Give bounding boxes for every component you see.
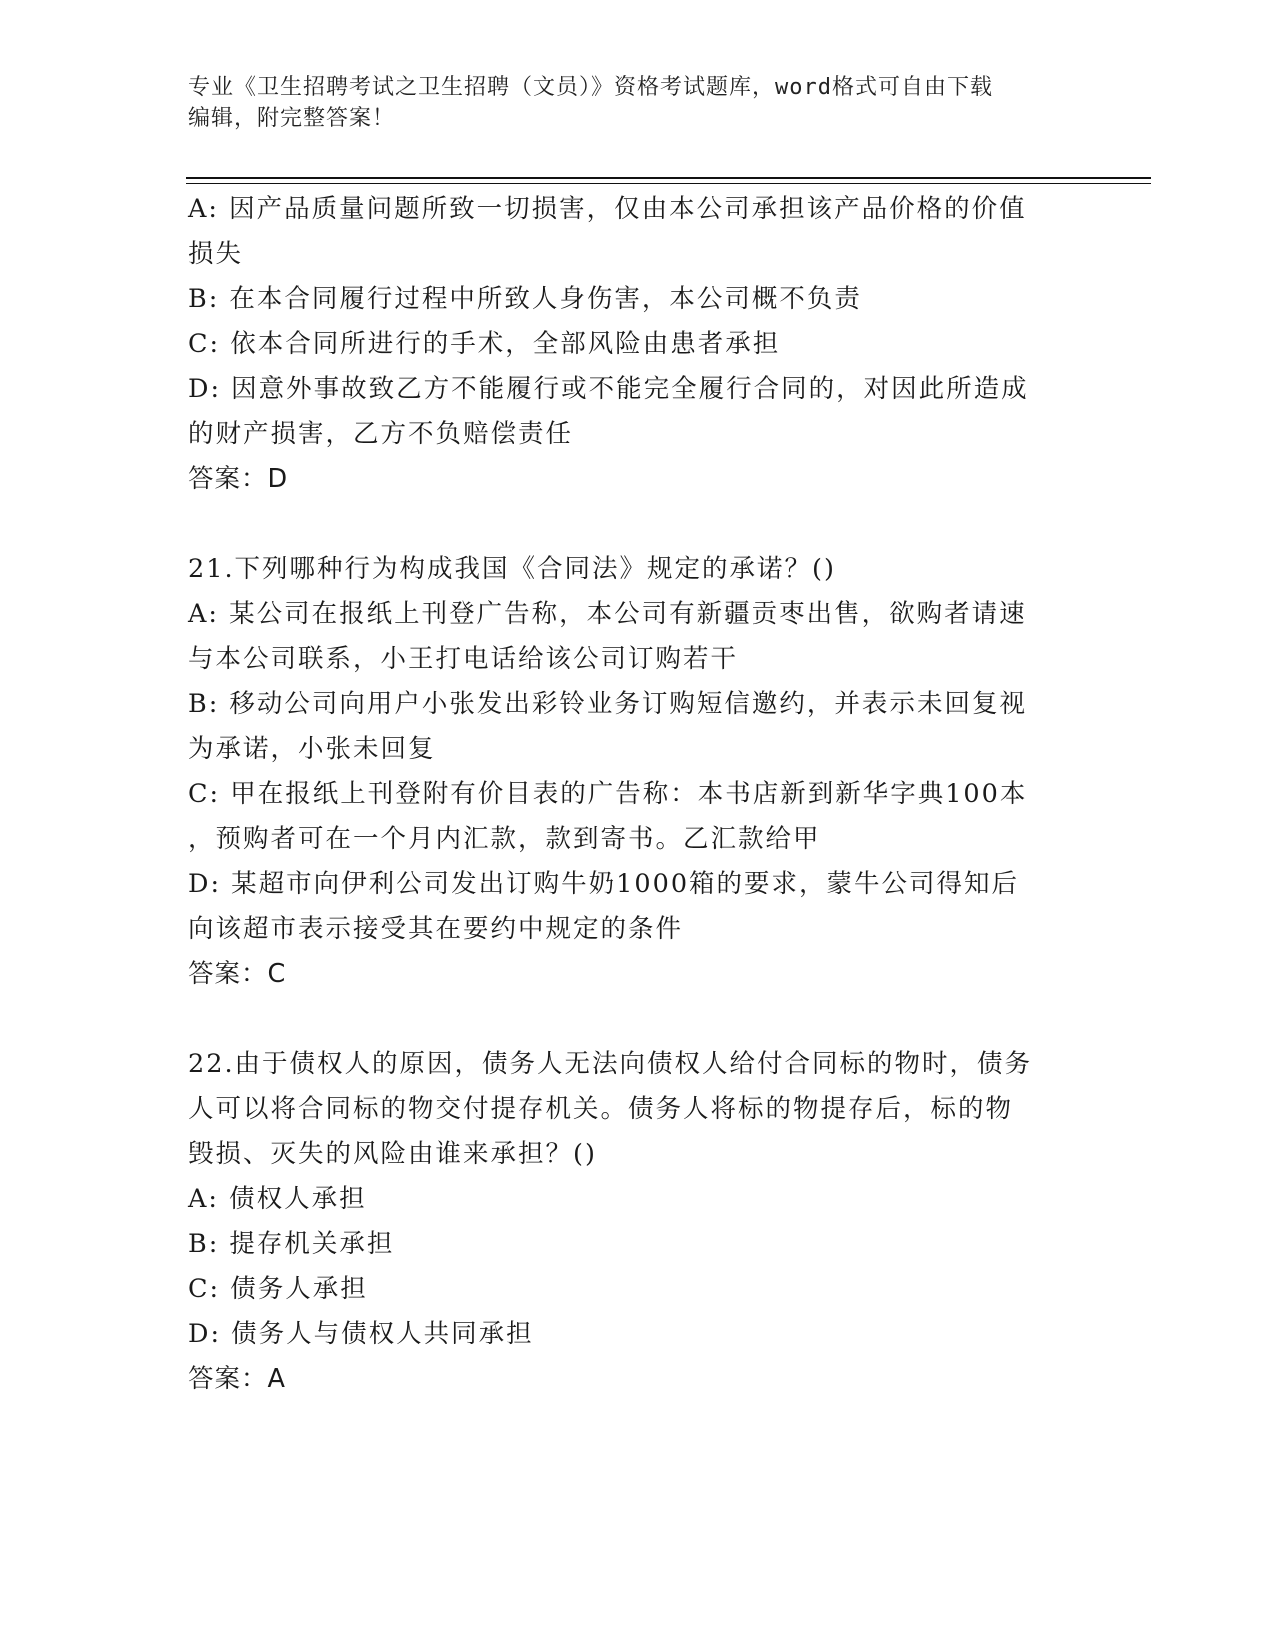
option-d-line: D: 某超市向伊利公司发出订购牛奶1000箱的要求，蒙牛公司得知后: [188, 869, 1020, 899]
question-20-options: [188, 187, 1088, 502]
option-d-line: 的财产损害，乙方不负赔偿责任: [188, 419, 574, 449]
header-rule-thick: [186, 177, 1151, 179]
question-22: [188, 1042, 1088, 1402]
spacer: [188, 502, 1088, 547]
option-a-line: 损失: [188, 239, 244, 269]
option-d: D: 债务人与债权人共同承担: [188, 1319, 534, 1349]
document-header: [188, 72, 1068, 134]
option-b-line: 为承诺，小张未回复: [188, 734, 436, 764]
header-line-1: 专业《卫生招聘考试之卫生招聘（文员）》资格考试题库，word格式可自由下载: [188, 75, 993, 100]
question-stem-line: 人可以将合同标的物交付提存机关。债务人将标的物提存后，标的物: [188, 1094, 1014, 1124]
answer-label: 答案：D: [188, 464, 289, 494]
answer-label: 答案：C: [188, 959, 287, 989]
option-d-line: D: 因意外事故致乙方不能履行或不能完全履行合同的，对因此所造成: [188, 374, 1029, 404]
spacer: [188, 997, 1088, 1042]
question-stem: 21.下列哪种行为构成我国《合同法》规定的承诺？(): [188, 554, 836, 584]
option-c: C: 债务人承担: [188, 1274, 368, 1304]
option-b: B: 提存机关承担: [188, 1229, 395, 1259]
question-content: [188, 187, 1088, 1402]
question-stem-line: 毁损、灭失的风险由谁来承担？(): [188, 1139, 597, 1169]
option-a: A: 债权人承担: [188, 1184, 367, 1214]
option-a-line: A: 某公司在报纸上刊登广告称，本公司有新疆贡枣出售，欲购者请速: [188, 599, 1027, 629]
option-a-line: A: 因产品质量问题所致一切损害，仅由本公司承担该产品价格的价值: [188, 194, 1027, 224]
question-stem-line: 22.由于债权人的原因，债务人无法向债权人给付合同标的物时，债务: [188, 1049, 1033, 1079]
option-a-line: 与本公司联系，小王打电话给该公司订购若干: [188, 644, 739, 674]
answer-label: 答案：A: [188, 1364, 286, 1394]
option-c-line: ，预购者可在一个月内汇款，款到寄书。乙汇款给甲: [188, 824, 821, 854]
question-21: [188, 547, 1088, 997]
option-d-line: 向该超市表示接受其在要约中规定的条件: [188, 914, 684, 944]
option-b: B: 在本合同履行过程中所致人身伤害，本公司概不负责: [188, 284, 862, 314]
option-c-line: C: 甲在报纸上刊登附有价目表的广告称：本书店新到新华字典100本: [188, 779, 1028, 809]
option-c: C: 依本合同所进行的手术，全部风险由患者承担: [188, 329, 781, 359]
header-rule-thin: [186, 183, 1151, 184]
header-line-2: 编辑，附完整答案！: [188, 106, 396, 131]
option-b-line: B: 移动公司向用户小张发出彩铃业务订购短信邀约，并表示未回复视: [188, 689, 1027, 719]
